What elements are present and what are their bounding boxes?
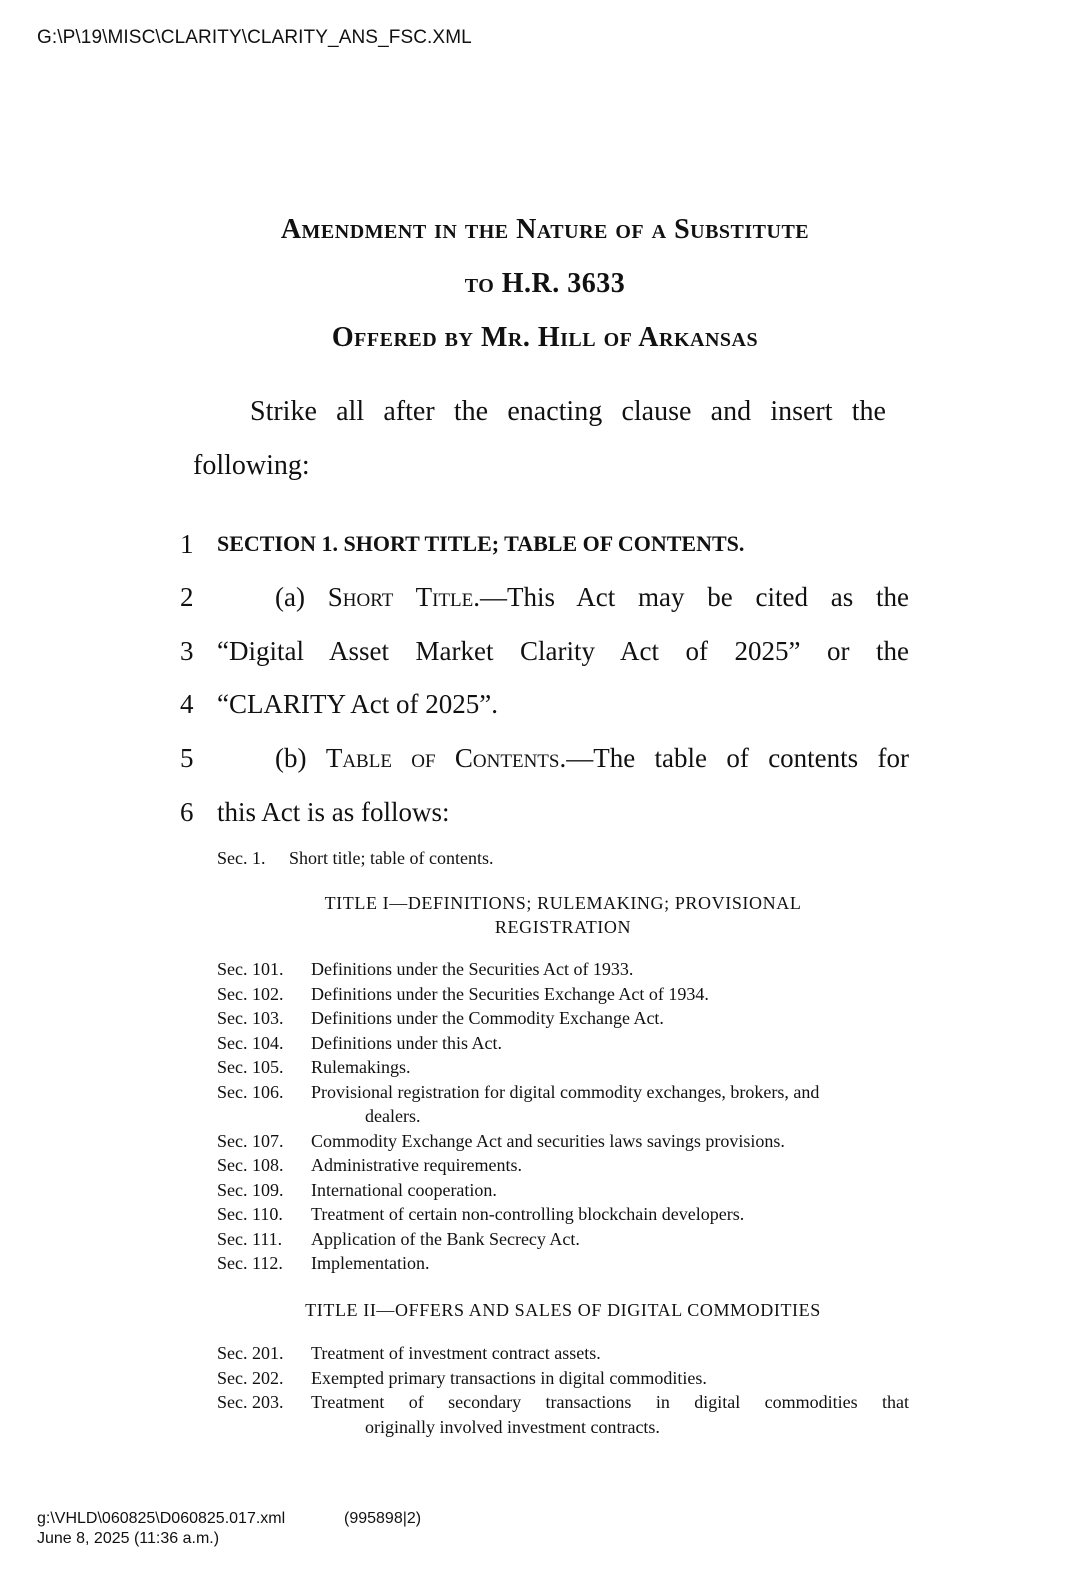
line-number: 6: [180, 797, 194, 827]
toc-entry: Sec. 111. Application of the Bank Secrecy Act.: [217, 1228, 580, 1249]
act-name-line: “Digital Asset Market Clarity Act of 2025” or the: [217, 636, 909, 666]
file-path: G:\P\19\MISC\CLARITY\CLARITY_ANS_FSC.XML: [37, 27, 472, 48]
toc-entry: Sec. 112. Implementation.: [217, 1253, 430, 1273]
footer-date: June 8, 2025 (11:36 a.m.): [37, 1530, 220, 1547]
toc-entry: Sec. 110. Treatment of certain non-controlling blockchain developers.: [217, 1204, 745, 1224]
toc-sec-1: [217, 846, 909, 871]
toc-entry: Sec. 102. Definitions under the Securities Exchange Act of 1934.: [217, 983, 709, 1004]
toc-entry-number: Sec. 1.: [217, 848, 266, 868]
bill-number-heading: to H.R. 3633: [464, 268, 626, 299]
amendment-heading: Amendment in the Nature of a Substitute: [280, 214, 810, 245]
line-number: 2: [180, 582, 194, 612]
title-1-toc-list: [217, 957, 909, 1276]
toc-entry: Sec. 203. Treatment of secondary transactions in digital commodities that originally involved investment contracts.: [217, 1392, 909, 1437]
toc-entry: Sec. 103. Definitions under the Commodity Exchange Act.: [217, 1008, 664, 1028]
title-2-toc-list: [217, 1341, 909, 1439]
footer-code: (995898|2): [344, 1510, 422, 1527]
toc-label: Table of Contents: [325, 743, 560, 773]
toc-intro-line: (b) Table of Contents.—The table of contents for: [275, 743, 909, 773]
line-number: 4: [180, 689, 194, 719]
title-1-heading: TITLE I—DEFINITIONS; RULEMAKING; PROVISIONAL REGISTRATION: [324, 893, 802, 937]
toc-entry-text: Short title; table of contents.: [289, 848, 494, 868]
line-number: 1: [180, 529, 194, 559]
toc-entry: Sec. 104. Definitions under this Act.: [217, 1032, 502, 1053]
section-heading: SECTION 1. SHORT TITLE; TABLE OF CONTENTS.: [217, 531, 745, 556]
line-number: 3: [180, 636, 194, 666]
short-title-line: (a) Short Title.—This Act may be cited as the: [275, 582, 909, 612]
toc-entry: Sec. 108. Administrative requirements.: [217, 1155, 522, 1175]
toc-entry: Sec. 109. International cooperation.: [217, 1179, 497, 1200]
title-2-heading: TITLE II—OFFERS AND SALES OF DIGITAL COMMODITIES: [305, 1300, 821, 1320]
instruction-line-1: Strike all after the enacting clause and insert the: [250, 396, 886, 427]
toc-entry: Sec. 106. Provisional registration for digital commodity exchanges, brokers, and dealers.: [217, 1081, 820, 1126]
short-title-label: Short Title: [327, 582, 474, 612]
instruction-line-2: following:: [193, 450, 310, 481]
sponsor-heading: Offered by Mr. Hill of Arkansas: [331, 322, 759, 353]
toc-entry: Sec. 101. Definitions under the Securities Act of 1933.: [217, 959, 634, 979]
toc-entry: Sec. 201. Treatment of investment contract assets.: [217, 1343, 601, 1363]
toc-entry: Sec. 107. Commodity Exchange Act and securities laws savings provisions.: [217, 1130, 785, 1151]
act-short-name-line: “CLARITY Act of 2025”.: [217, 689, 498, 719]
toc-entry: Sec. 202. Exempted primary transactions in digital commodities.: [217, 1367, 707, 1388]
line-number: 5: [180, 743, 194, 773]
toc-entry: [217, 846, 909, 871]
footer-file-path: g:\VHLD\060825\D060825.017.xml: [37, 1510, 286, 1527]
toc-intro-line-2: this Act is as follows:: [217, 797, 450, 827]
toc-entry: Sec. 105. Rulemakings.: [217, 1057, 411, 1077]
